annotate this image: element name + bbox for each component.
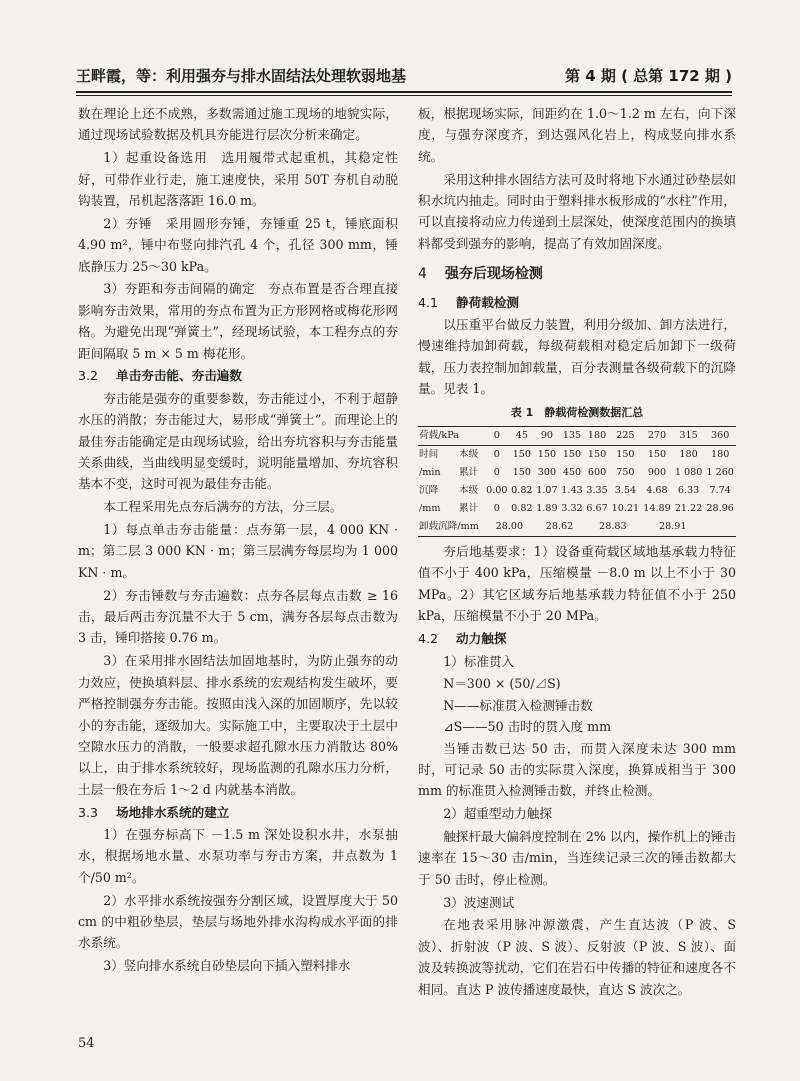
header-rule-thick [76,91,732,93]
table-cell: 180 [679,449,698,461]
section-number: 4.2 [418,631,439,647]
table-header-cell: 225 [610,427,642,446]
table-cell: 1.89 [536,503,558,515]
table-cell: 0.00 [486,485,508,497]
paragraph: 数在理论上还不成熟，多数需通过施工现场的地貌实际，通过现场试验数据及机具夯能进行层次分析来确定。 [78,106,398,143]
table-row-unload [418,518,736,537]
table-cell: 150 [512,467,532,479]
table-cell: 10.21 [611,503,640,515]
table-row-label: 本级 [458,485,479,497]
section-heading-4 [418,264,736,285]
paragraph: 3）波速测试 [443,894,515,910]
right-column [418,103,736,1001]
table-cell: 180 [711,449,730,461]
table-cell: 150 [512,449,532,461]
table-cell: 0 [493,467,500,479]
table-cell: 450 [562,467,582,479]
table-header-cell: 90 [534,427,559,446]
paragraph: 3）竖向排水系统自砂垫层向下插入塑料排水 [103,958,351,974]
table-row-group: 时间 [419,449,439,461]
table-row [418,464,736,482]
table-row-label: 卸载沉降/mm [418,518,484,537]
table-row-group: 沉降 [419,485,439,497]
section-heading-4-1 [418,292,736,313]
paragraph: 1）每点单击夯击能量：点夯第一层，4 000 KN · m；第二层 3 000 KN · m；第三层满夯每层均为 1 000 KN · m。 [78,522,398,580]
table-row-label: 累计 [458,467,479,479]
table-cell: 1.07 [536,485,558,497]
section-title: 场地排水系统的建立 [116,804,230,820]
table-header-cell: 45 [509,427,534,446]
left-column [78,103,398,978]
table-cell: 28.62 [534,518,584,537]
issue-label: 第 4 期 ( 总第 172 期 ) [564,66,732,85]
table-cell: 28.91 [641,518,704,537]
table-cell: 150 [537,449,557,461]
definition: ⊿S——50 击时的贯入度 mm [443,719,612,735]
table-header-cell: 荷载/kPa [418,427,484,446]
formula: N＝300 × (50/⊿S) [443,676,561,692]
table-cell: 150 [562,449,582,461]
section-number: 3.3 [78,804,99,820]
table-header-row [418,427,736,446]
running-header [76,60,732,90]
paragraph: 2）夯击锤数与夯击遍数：点夯各层每点击数 ≥ 16 击，最后两击夯沉量不大于 5 cm，满夯各层每点击数为 3 击，锤印搭接 0.76 m。 [78,587,398,646]
table-cell: 900 [647,467,667,479]
table-cell: 4.68 [646,485,668,497]
paragraph: 触探杆最大偏斜度控制在 2% 以内，操作机上的锤击速率在 15～30 击/min，当连续记录三次的锤击数都大于 50 击时，停止检测。 [418,828,736,887]
table-cell: 150 [616,449,635,461]
section-number: 4.1 [418,294,439,310]
table-cell: 28.96 [706,503,734,515]
table-header-cell: 270 [641,427,673,446]
table-cell: 600 [587,467,607,479]
page-number: 54 [78,1036,95,1051]
table-header-cell: 135 [559,427,584,446]
section-title: 静荷载检测 [456,294,519,310]
table-caption: 表 1 静载荷检测数据汇总 [510,405,644,419]
paragraph: 2）夯锤 采用圆形夯锤，夯锤重 25 t，锤底面积 4.90 m²，锤中布竖向排汽孔 4 个，孔径 300 mm，锤底静压力 25～30 kPa。 [78,215,398,274]
paragraph: 夯后地基要求：1）设备重荷载区域地基承载力特征值不小于 400 kPa，压缩模量 －8.0 m 以上不小于 30 MPa。2）其它区域夯后地基承载力特征值不小于 250 kPa，压缩模量不小于 20 MPa。 [418,544,736,624]
table-header-cell: 360 [704,427,736,446]
table-row [418,500,736,518]
table-row [418,446,736,465]
table-cell: 14.89 [643,503,671,515]
table-cell: 3.35 [586,485,608,497]
table-cell: 3.32 [561,503,583,515]
table-cell: 0 [493,503,500,515]
paragraph: 以压重平台做反力装置，利用分级加、卸方法进行，慢速维持加卸荷载，每级荷载相对稳定后加卸下一级荷载，压力表控制加卸载量，百分表测量各级荷载下的沉降量。见表 1。 [418,317,736,397]
section-heading-3-3 [78,802,398,823]
table-cell: 1.43 [561,485,583,497]
table-row [418,482,736,500]
paragraph: 1）标准贯入 [443,653,515,669]
paragraph: 夯击能是强夯的重要参数，夯击能过小，不利于超静水压的消散；夯击能过大，易形成“弹簧土”。而理论上的最佳夯击能确定是由现场试验，给出夯坑容积与夯击能量关系曲线，当曲线明显变缓时，说明能量增加、夯坑容积基本不变，这时可视为最佳夯击能。 [78,390,398,492]
table-row-group: /min [419,467,441,479]
paragraph: 2）水平排水系统按强夯分割区域，设置厚度大于 50 cm 的中粗砂垫层，垫层与场地外排水沟构成水平面的排水系统。 [78,892,398,951]
table-cell: 21.22 [674,503,703,515]
table-cell: 150 [587,449,607,461]
section-number: 4 [418,266,427,283]
definition: N——标准贯入检测锤击数 [443,697,593,713]
table-cell: 6.33 [677,485,700,497]
section-title: 单击夯击能、夯击遍数 [116,368,242,384]
paragraph: 板，根据现场实际，间距约在 1.0～1.2 m 左右，向下深度，与强夯深度齐，到达强风化岩上，构成竖向排水系统。 [418,106,736,164]
section-heading-3-2 [78,365,398,386]
table-cell: 750 [616,467,635,479]
table-header-cell: 315 [673,427,705,446]
table-header-cell: 180 [585,427,610,446]
table-cell: 150 [647,449,667,461]
table-cell: 0.82 [511,503,533,515]
table-row-label: 累计 [458,503,479,515]
running-title: 王畔霞，等：利用强夯与排水固结法处理软弱地基 [76,66,407,85]
table-cell: 7.74 [709,485,731,497]
paragraph: 2）超重型动力触探 [443,806,552,822]
table-cell: 28.00 [484,518,534,537]
table-cell: 28.83 [585,518,642,537]
paragraph: 当锤击数已达 50 击，而贯入深度未达 300 mm 时，可记录 50 击的实际贯入深度，换算成相当于 300 mm 的标准贯入检测锤击数，并终止检测。 [418,740,736,799]
section-heading-4-2 [418,628,736,649]
table-cell: 300 [537,467,557,479]
table-cell: 0 [493,449,500,461]
section-title: 动力触探 [456,631,507,647]
paragraph: 1）在强夯标高下 －1.5 m 深处设积水井，水泵抽水，根据场地水量、水泵功率与夯击方案，井点数为 1 个/50 m²。 [78,826,398,885]
table-row-group: /mm [419,503,441,515]
paragraph: 本工程采用先点夯后满夯的方法，分三层。 [103,499,343,515]
table-cell: 6.67 [586,503,608,515]
section-title: 强夯后现场检测 [444,266,543,283]
paragraph: 1）起重设备选用 选用履带式起重机，其稳定性好，可带作业行走，施工速度快，采用 50T 夯机自动脱钩装置，吊机起落落距 16.0 m。 [78,150,398,209]
paragraph: 采用这种排水固结方法可及时将地下水通过砂垫层如积水坑内抽走。同时由于塑料排水板形成的“水柱”作用，可以直接将动应力传递到土层深处，使深度范围内的换填料都受到强夯的影响，提高了有效加固深度。 [418,171,736,251]
table-cell [704,518,736,537]
table-cell: 1 080 [674,467,703,479]
table-cell: 0.82 [511,485,533,497]
load-test-table [418,426,736,537]
table-header-cell: 0 [484,427,509,446]
section-number: 3.2 [78,368,99,384]
header-rule-thin [76,95,732,96]
paragraph: 在地表采用脉冲源激震，产生直达波（P 波、S 波）、折射波（P 波、S 波）、反射波（P 波、S 波）、面波及转换波等扰动，它们在岩石中传播的特征和速度各不相同。直达 P 波传播速度最快，直达 S 波次之。 [418,917,736,997]
paragraph: 3）夯距和夯击间隔的确定 夯点布置是否合理直接影响夯击效果，常用的夯点布置为正方形网格或梅花形网格。为避免出现“弹簧土”，经现场试验，本工程夯点的夯距间隔取 5 m × 5 m 梅花形。 [78,281,398,361]
paragraph: 3）在采用排水固结法加固地基时，为防止强夯的动力效应，使换填料层、排水系统的宏观结构发生破坏，要严格控制强夯夯击能。按照由浅入深的加固顺序，先以较小的夯击能，逐级加大。实际施工中，主要取决于土层中空隙水压力的消散，一般要求超孔隙水压力消散达 80% 以上，由于排水系统较好，现场监测的孔隙水压力分析，土层一般在夯后 1～2 d 内就基本消散。 [78,653,398,797]
table-cell: 3.54 [614,485,637,497]
table-row-label: 本级 [458,449,479,461]
table-cell: 1 260 [706,467,734,479]
